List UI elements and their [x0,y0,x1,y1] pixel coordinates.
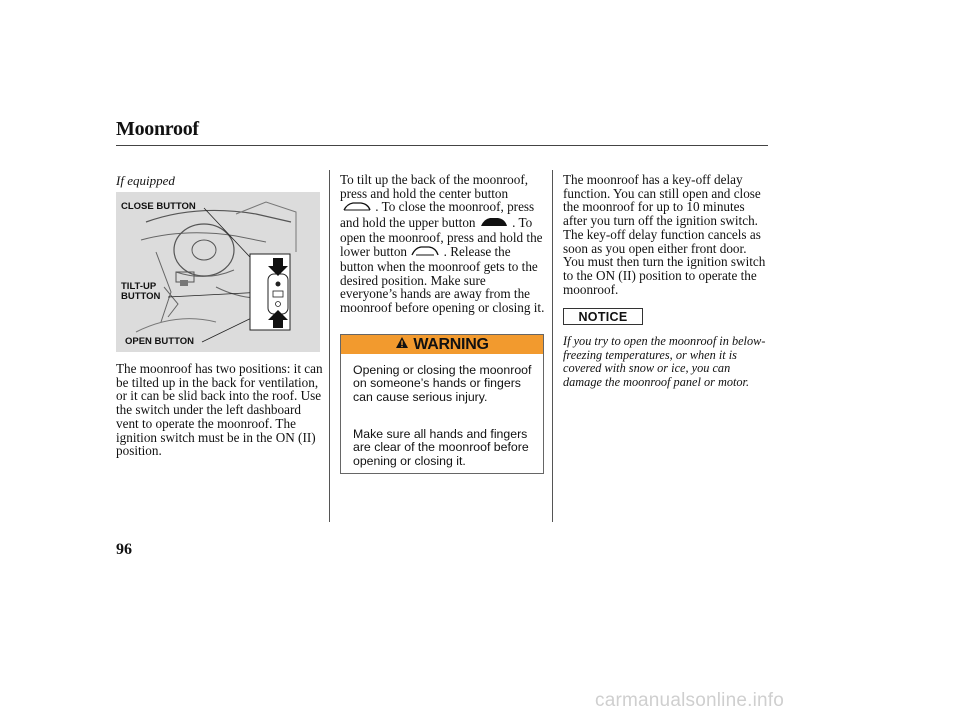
page-title: Moonroof [116,118,199,140]
warning-text-1: Opening or closing the moonroof on someone’s hands or fingers can cause serious injury. [353,363,532,404]
notice-label: NOTICE [578,309,628,324]
key-off-delay-paragraph: The moonroof has a key-off delay function. You can still open and close the moonroof for up to 10 minutes after you turn off the ignition switch. The key-off delay function cancels as soon as you open either front door. You must then turn the ignition switch to the ON (II) position to operate the moonroof. [563,172,766,297]
warning-text-2: Make sure all hands and fingers are clear of the moonroof before opening or closing it. [353,427,529,468]
page-number: 96 [116,541,132,558]
moonroof-switch-figure [116,192,320,352]
tilt-instruction: To tilt up the back of the moonroof, press and hold the center button [340,172,529,201]
open-button-label: OPEN BUTTON [125,336,194,347]
column-divider-1 [329,170,330,522]
title-rule [116,145,768,146]
moonroof-tilt-icon [342,201,372,216]
operation-paragraph [340,173,545,315]
watermark: carmanualsonline.info [595,690,785,711]
tilt-up-label-line2: BUTTON [121,291,161,302]
notice-label-box [563,308,643,325]
open-instruction: . To open the moonroof, press and hold the lower button [340,214,543,259]
moonroof-close-icon [479,216,509,231]
tilt-up-label-line1: TILT-UP [121,281,157,292]
close-instruction: . To close the moonroof, press and hold the upper button [340,199,535,230]
column-divider-2 [552,170,553,522]
notice-text: If you try to open the moonroof in below-freezing temperatures, or when it is covered with snow or ice, you can damage the moonroof panel or motor. [563,334,766,390]
if-equipped-caption: If equipped [116,173,175,188]
moonroof-open-icon [410,245,440,260]
warning-triangle-icon [395,336,409,354]
release-instruction: . Release the button when the moonroof gets to the desired position. Make sure everyone’s hands are away from the moonroof before opening or closing it. [340,243,545,316]
warning-label: WARNING [413,335,489,353]
intro-paragraph: The moonroof has two positions: it can be tilted up in the back for ventilation, or it can be slid back into the roof. Use the switch under the left dashboard vent to operate the moonroof. The ignition switch must be in the ON (II) position. [116,361,323,459]
warning-header [341,335,543,354]
dashboard-illustration [116,192,320,352]
close-button-label: CLOSE BUTTON [121,201,196,212]
